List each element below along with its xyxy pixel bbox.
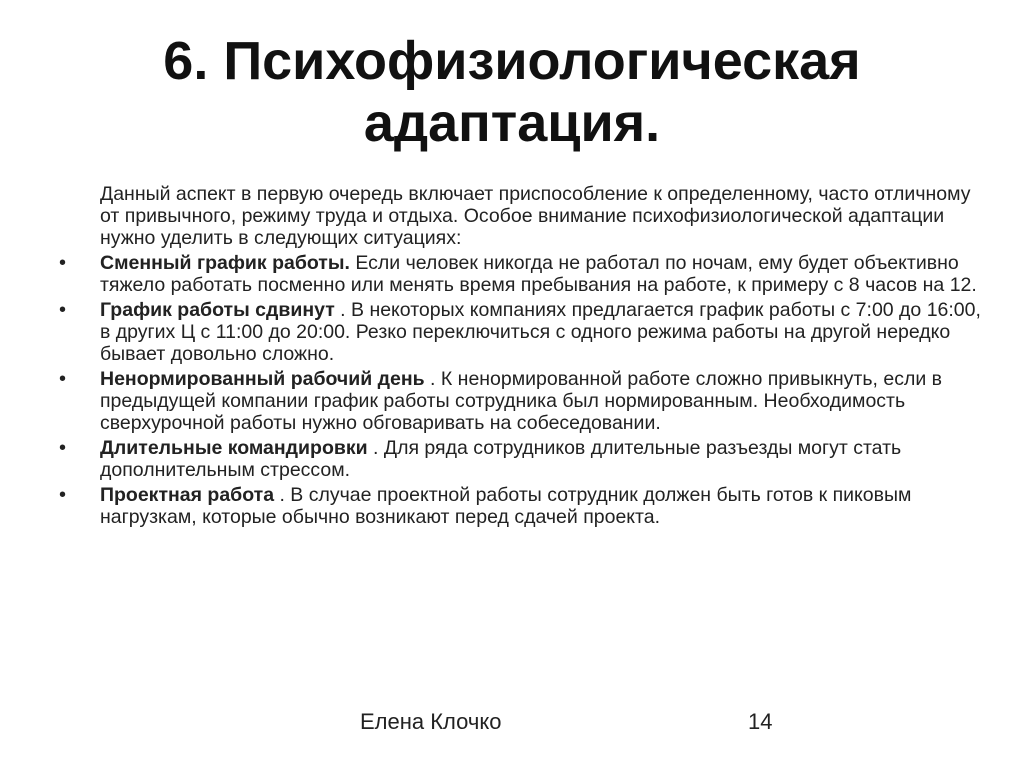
item-title: Сменный график работы.	[100, 252, 350, 274]
bullet-icon: •	[59, 299, 67, 321]
list-item	[55, 437, 985, 481]
bullet-icon: •	[59, 437, 67, 459]
slide-content	[55, 183, 985, 531]
item-text: . В случае проектной работы сотрудник должен быть готов к пиковым нагрузкам, которые обычно возникают перед сдачей проекта.	[100, 484, 912, 528]
item-title: Проектная работа	[100, 484, 275, 506]
item-text: . К ненормированной работе сложно привыкнуть, если в предыдущей компании график работы сотрудника был нормированным. Необходимость сверхурочной работы нужно обговаривать на собеседовании.	[100, 368, 942, 434]
item-title: Длительные командировки	[100, 437, 368, 459]
bullet-icon: •	[59, 368, 67, 390]
slide-title-line1: 6. Психофизиологическая	[163, 31, 861, 91]
list-item	[55, 252, 985, 296]
bullet-icon: •	[59, 252, 67, 274]
list-item	[55, 368, 985, 434]
item-title: График работы сдвинут	[100, 299, 335, 321]
slide-title-line2: адаптация.	[363, 93, 661, 153]
item-text: . В некоторых компаниях предлагается график работы с 7:00 до 16:00, в других Ц с 11:00 до 20:00. Резко переключиться с одного режима работы на другой нередко бывает довольно сложно.	[100, 299, 981, 365]
page-number: 14	[748, 709, 773, 734]
bullet-list	[55, 252, 985, 528]
footer-author: Елена Клочко	[360, 709, 502, 734]
slide-title	[60, 30, 964, 154]
item-text: Если человек никогда не работал по ночам, ему будет объективно тяжело работать посменно или менять время пребывания на работе, к примеру с 8 часов на 12.	[100, 252, 977, 296]
item-text: . Для ряда сотрудников длительные разъезды могут стать дополнительным стрессом.	[100, 437, 902, 481]
item-title: Ненормированный рабочий день	[100, 368, 425, 390]
intro-paragraph: Данный аспект в первую очередь включает приспособление к определенному, часто отличному от привычного, режиму труда и отдыха. Особое внимание психофизиологической адаптации нужно уделить в следующих ситуациях:	[100, 183, 971, 249]
list-item	[55, 299, 985, 365]
list-item	[55, 484, 985, 528]
bullet-icon: •	[59, 484, 67, 506]
